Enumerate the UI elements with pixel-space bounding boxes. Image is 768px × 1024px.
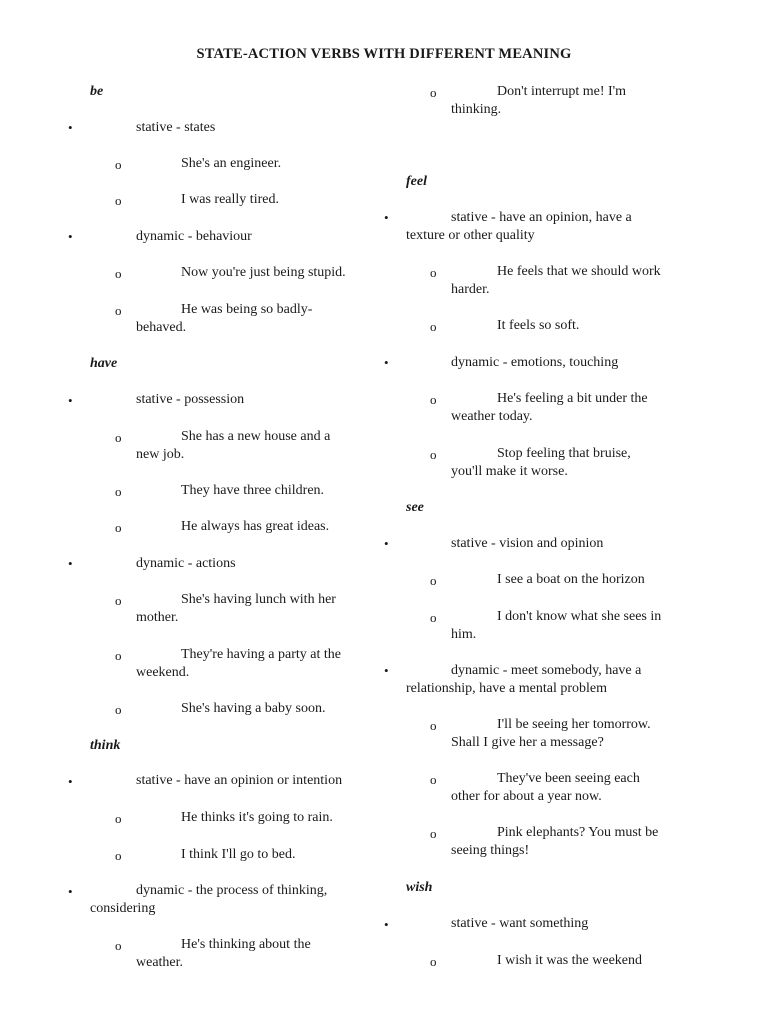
circle-marker: o (430, 954, 437, 969)
circle-marker: o (430, 826, 437, 841)
see-stative-example-2-line-1: I don't know what she sees in (497, 609, 662, 624)
see-stative-example-2-line-2: him. (451, 627, 477, 642)
feel-dynamic-example-1-line-1: He's feeling a bit under the (497, 391, 648, 406)
circle-marker: o (115, 193, 122, 208)
feel-dynamic: dynamic - emotions, touching (451, 355, 619, 370)
heading-feel: feel (406, 174, 427, 189)
circle-marker: o (115, 266, 122, 281)
circle-marker: o (430, 772, 437, 787)
bullet-marker: • (384, 536, 389, 551)
circle-marker: o (115, 430, 122, 445)
feel-dynamic-example-2-line-2: you'll make it worse. (451, 464, 568, 479)
have-dynamic-example-1-line-2: mother. (136, 610, 179, 625)
circle-marker: o (115, 303, 122, 318)
see-dynamic-example-1-line-2: Shall I give her a message? (451, 735, 604, 750)
see-dynamic-example-2-line-1: They've been seeing each (497, 771, 640, 786)
circle-marker: o (115, 157, 122, 172)
circle-marker: o (430, 85, 437, 100)
think-stative-example-2: I think I'll go to bed. (181, 847, 296, 862)
bullet-marker: • (68, 229, 73, 244)
circle-marker: o (430, 718, 437, 733)
circle-marker: o (115, 648, 122, 663)
bullet-marker: • (68, 774, 73, 789)
think-stative: stative - have an opinion or intention (136, 773, 343, 788)
feel-stative-example-1-line-1: He feels that we should work (497, 264, 661, 279)
have-stative-example-3: He always has great ideas. (181, 519, 330, 534)
feel-stative-example-1-line-2: harder. (451, 282, 490, 297)
be-dynamic-example-1: Now you're just being stupid. (181, 265, 346, 280)
feel-dynamic-example-1-line-2: weather today. (451, 409, 533, 424)
be-dynamic-example-2-line-2: behaved. (136, 320, 187, 335)
be-stative-example-1: She's an engineer. (181, 156, 282, 171)
circle-marker: o (115, 938, 122, 953)
circle-marker: o (430, 392, 437, 407)
circle-marker: o (115, 811, 122, 826)
bullet-marker: • (384, 917, 389, 932)
see-stative-example-1: I see a boat on the horizon (497, 572, 645, 587)
feel-stative-line-2: texture or other quality (406, 228, 535, 243)
think-dynamic-example-2-line-1: Don't interrupt me! I'm (497, 84, 627, 99)
page-title: STATE-ACTION VERBS WITH DIFFERENT MEANING (196, 46, 572, 62)
be-dynamic-example-2-line-1: He was being so badly- (181, 302, 313, 317)
circle-marker: o (115, 520, 122, 535)
have-dynamic-example-1-line-1: She's having lunch with her (181, 592, 336, 607)
bullet-marker: • (68, 556, 73, 571)
be-stative: stative - states (136, 120, 216, 135)
bullet-marker: • (384, 663, 389, 678)
bullet-marker: • (68, 884, 73, 899)
heading-have: have (90, 356, 118, 371)
see-dynamic-line-2: relationship, have a mental problem (406, 681, 607, 696)
be-dynamic: dynamic - behaviour (136, 229, 252, 244)
bullet-marker: • (384, 210, 389, 225)
have-dynamic: dynamic - actions (136, 556, 236, 571)
have-stative-example-2: They have three children. (181, 483, 325, 498)
feel-stative-line-1: stative - have an opinion, have a (451, 210, 632, 225)
see-dynamic-line-1: dynamic - meet somebody, have a (451, 663, 642, 678)
circle-marker: o (115, 848, 122, 863)
see-dynamic-example-3-line-2: seeing things! (451, 843, 530, 858)
see-dynamic-example-1-line-1: I'll be seeing her tomorrow. (497, 717, 651, 732)
circle-marker: o (430, 447, 437, 462)
wish-stative: stative - want something (451, 916, 589, 931)
think-dynamic-line-1: dynamic - the process of thinking, (136, 883, 328, 898)
have-stative: stative - possession (136, 392, 245, 407)
have-stative-example-1-line-2: new job. (136, 447, 185, 462)
think-dynamic-example-1-line-1: He's thinking about the (181, 937, 311, 952)
bullet-marker: • (384, 355, 389, 370)
have-stative-example-1-line-1: She has a new house and a (181, 429, 331, 444)
feel-dynamic-example-2-line-1: Stop feeling that bruise, (497, 446, 631, 461)
think-stative-example-1: He thinks it's going to rain. (181, 810, 333, 825)
bullet-marker: • (68, 120, 73, 135)
wish-stative-example-1: I wish it was the weekend (497, 953, 643, 968)
feel-stative-example-2: It feels so soft. (497, 318, 580, 333)
have-dynamic-example-3: She's having a baby soon. (181, 701, 326, 716)
circle-marker: o (115, 702, 122, 717)
think-dynamic-line-2: considering (90, 901, 156, 916)
heading-see: see (406, 500, 424, 515)
heading-wish: wish (406, 880, 433, 895)
be-stative-example-2: I was really tired. (181, 192, 279, 207)
heading-think: think (90, 738, 121, 753)
circle-marker: o (430, 319, 437, 334)
see-dynamic-example-3-line-1: Pink elephants? You must be (497, 825, 659, 840)
think-dynamic-example-1-line-2: weather. (136, 955, 184, 970)
circle-marker: o (430, 265, 437, 280)
circle-marker: o (430, 610, 437, 625)
heading-be: be (90, 84, 104, 99)
circle-marker: o (115, 484, 122, 499)
see-dynamic-example-2-line-2: other for about a year now. (451, 789, 602, 804)
bullet-marker: • (68, 393, 73, 408)
circle-marker: o (430, 573, 437, 588)
circle-marker: o (115, 593, 122, 608)
see-stative: stative - vision and opinion (451, 536, 604, 551)
have-dynamic-example-2-line-1: They're having a party at the (181, 647, 341, 662)
have-dynamic-example-2-line-2: weekend. (136, 665, 190, 680)
think-dynamic-example-2-line-2: thinking. (451, 102, 502, 117)
